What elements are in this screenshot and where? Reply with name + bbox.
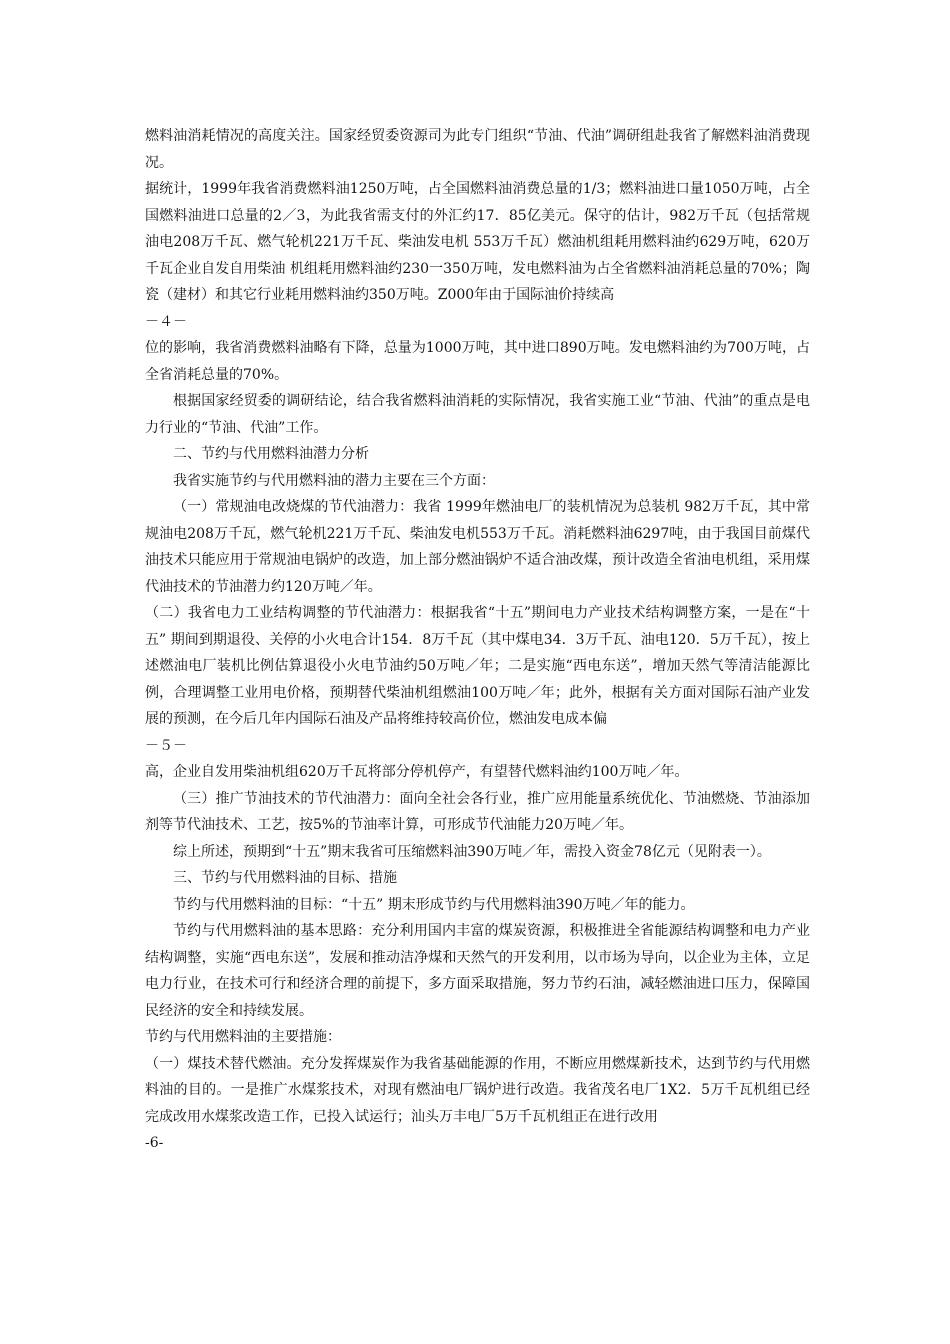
paragraph: （一）常规油电改烧煤的节代油潜力：我省 1999年燃油电厂的装机情况为总装机 982万千瓦，其中常规油电208万千瓦，燃气轮机221万千瓦、柴油发电机553万千瓦。消耗燃料油6297吨，由于我国目前煤代油技术只能应用于常规油电锅炉的改造，加上部分燃油锅炉不适合油改煤，预计改造全省油电机组，采用煤代油技术的节油潜力约120万吨／年。	[145, 499, 810, 595]
document-body	[145, 123, 810, 1157]
paragraph: 燃料油消耗情况的高度关注。国家经贸委资源司为此专门组织“节油、代油”调研组赴我省了解燃料油消费现况。	[145, 128, 810, 171]
section-heading: 二、节约与代用燃料油潜力分析	[173, 446, 369, 462]
paragraph: 据统计，1999年我省消费燃料油1250万吨，占全国燃料油消费总量的1/3；燃料油进口量1050万吨，占全国燃料油进口总量的2／3，为此我省需支付的外汇约17．85亿美元。保守的估计，982万千瓦（包括常规油电208万千瓦、燃气轮机221万千瓦、柴油发电机 553万千瓦）燃油机组耗用燃料油约629万吨，620万千瓦企业自发自用柴油 机组耗用燃料油约230一350万吨，发电燃料油为占全省燃料油消耗总量的70%；陶瓷（建材）和其它行业耗用燃料油约350万吨。Z000年由于国际油价持续高	[145, 181, 810, 303]
section-heading: 三、节约与代用燃料油的目标、措施	[173, 870, 397, 886]
paragraph: （一）煤技术替代燃油。充分发挥煤炭作为我省基础能源的作用，不断应用燃煤新技术，达到节约与代用燃料油的目的。一是推广水煤浆技术，对现有燃油电厂锅炉进行改造。我省茂名电厂1X2．5万千瓦机组已经完成改用水煤浆改造工作，已投入试运行；汕头万丰电厂5万千瓦机组正在进行改用	[145, 1055, 810, 1125]
paragraph: 位的影响，我省消费燃料油略有下降，总量为1000万吨，其中进口890万吨。发电燃料油约为700万吨，占全省消耗总量的70%。	[145, 340, 810, 383]
paragraph: 节约与代用燃料油的基本思路：充分利用国内丰富的煤炭资源，积极推进全省能源结构调整和电力产业结构调整，实施“西电东送”，发展和推动洁净煤和天然气的开发利用，以市场为导向，以企业为主体，立足电力行业，在技术可行和经济合理的前提下，多方面采取措施，努力节约石油，减轻燃油进口压力，保障国民经济的安全和持续发展。	[145, 923, 810, 1019]
page-number: -6-	[145, 1135, 164, 1151]
paragraph: 节约与代用燃料油的目标：“十五” 期末形成节约与代用燃料油390万吨／年的能力。	[173, 896, 695, 913]
paragraph: 节约与代用燃料油的主要措施：	[145, 1029, 341, 1045]
paragraph: （三）推广节油技术的节代油潜力：面向全社会各行业，推广应用能量系统优化、节油燃烧、节油添加剂等节代油技术、工艺，按5%的节油率计算，可形成节代油能力20万吨／年。	[145, 790, 810, 833]
paragraph: 我省实施节约与代用燃料油的潜力主要在三个方面：	[173, 472, 495, 489]
page-number: －４－	[145, 313, 187, 330]
paragraph: 综上所述，预期到“十五”期末我省可压缩燃料油390万吨／年，需投入资金78亿元（见附表一）。	[173, 843, 771, 860]
page-number: －５－	[145, 737, 187, 754]
paragraph: 高，企业自发用柴油机组620万千瓦将部分停机停产，有望替代燃料油约100万吨／年。	[145, 764, 689, 780]
paragraph: （二）我省电力工业结构调整的节代油潜力：根据我省“十五”期间电力产业技术结构调整方案，一是在“十五” 期间到期退役、关停的小火电合计154．8万千瓦（其中煤电34．3万千瓦、油电120．5万千瓦），按上述燃油电厂装机比例估算退役小火电节油约50万吨／年；二是实施“西电东送”，增加天然气等清洁能源比例，合理调整工业用电价格，预期替代柴油机组燃油100万吨／年；此外，根据有关方面对国际石油产业发展的预测，在今后几年内国际石油及产品将维持较高价位，燃油发电成本偏	[145, 605, 810, 727]
paragraph: 根据国家经贸委的调研结论，结合我省燃料油消耗的实际情况，我省实施工业“节油、代油”的重点是电力行业的“节油、代油”工作。	[145, 393, 810, 436]
